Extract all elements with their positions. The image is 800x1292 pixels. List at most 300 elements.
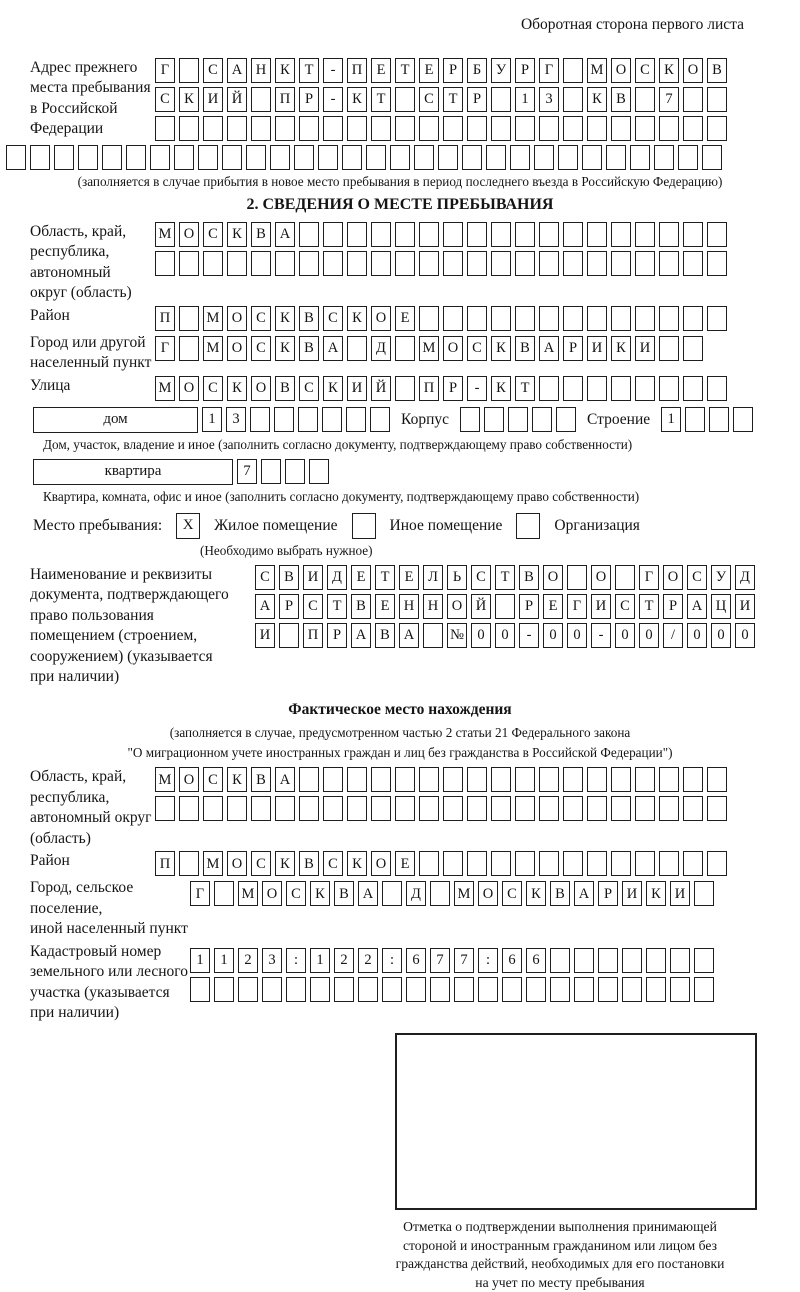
char-box xyxy=(395,251,415,276)
city-row xyxy=(155,336,703,361)
char-box xyxy=(430,977,450,1002)
char-box xyxy=(250,407,270,432)
char-box xyxy=(286,977,306,1002)
char-box: 0 xyxy=(711,623,731,648)
char-box xyxy=(635,767,655,792)
char-box: У xyxy=(491,58,511,83)
char-box: В xyxy=(275,376,295,401)
option-inoe-label: Иное помещение xyxy=(389,516,503,534)
char-box xyxy=(227,796,247,821)
char-box xyxy=(419,767,439,792)
char-box: В xyxy=(299,851,319,876)
char-box: И xyxy=(735,594,755,619)
char-box xyxy=(515,116,535,141)
char-box: М xyxy=(203,851,223,876)
street-label: Улица xyxy=(30,376,71,394)
char-box: У xyxy=(711,565,731,590)
char-box xyxy=(563,58,583,83)
char-box xyxy=(251,251,271,276)
char-box: Ц xyxy=(711,594,731,619)
char-box xyxy=(486,145,506,170)
char-box: Т xyxy=(515,376,535,401)
char-box: Д xyxy=(406,881,426,906)
char-box xyxy=(611,306,631,331)
char-box: Ь xyxy=(447,565,467,590)
char-box: К xyxy=(275,336,295,361)
char-box: В xyxy=(299,306,319,331)
char-box xyxy=(567,565,587,590)
char-box: А xyxy=(275,222,295,247)
apartment-row xyxy=(0,459,800,485)
char-box: Р xyxy=(519,594,539,619)
char-box: С xyxy=(203,222,223,247)
char-box xyxy=(659,116,679,141)
char-box xyxy=(615,565,635,590)
char-box xyxy=(611,116,631,141)
char-box xyxy=(707,87,727,112)
char-box xyxy=(707,306,727,331)
char-box xyxy=(508,407,528,432)
char-box: Р xyxy=(299,87,319,112)
char-box: О xyxy=(179,222,199,247)
char-box xyxy=(155,251,175,276)
char-box xyxy=(539,116,559,141)
char-box xyxy=(275,796,295,821)
char-box xyxy=(334,977,354,1002)
char-box xyxy=(563,222,583,247)
house-row xyxy=(0,407,800,433)
char-box xyxy=(587,222,607,247)
char-box xyxy=(526,977,546,1002)
char-box: С xyxy=(323,851,343,876)
char-box: М xyxy=(203,336,223,361)
char-box xyxy=(635,376,655,401)
char-box xyxy=(556,407,576,432)
char-box xyxy=(539,767,559,792)
al-region-label: Область, край, республика, автономный округ (область) xyxy=(30,768,152,847)
char-box xyxy=(587,796,607,821)
al-district-block xyxy=(0,851,800,876)
char-box: А xyxy=(539,336,559,361)
char-box: М xyxy=(155,376,175,401)
char-box: М xyxy=(454,881,474,906)
char-box: 6 xyxy=(502,948,522,973)
char-box: 7 xyxy=(237,459,257,484)
char-box: П xyxy=(155,851,175,876)
char-box xyxy=(179,58,199,83)
district-row xyxy=(155,306,727,331)
char-box xyxy=(683,251,703,276)
char-box: Д xyxy=(735,565,755,590)
char-box: К xyxy=(179,87,199,112)
char-box: С xyxy=(251,336,271,361)
char-box xyxy=(294,145,314,170)
char-box: Т xyxy=(375,565,395,590)
char-box xyxy=(222,145,242,170)
char-box xyxy=(611,376,631,401)
char-box xyxy=(694,977,714,1002)
char-box: 6 xyxy=(526,948,546,973)
char-box: Н xyxy=(251,58,271,83)
char-box: Е xyxy=(351,565,371,590)
char-box: Е xyxy=(419,58,439,83)
char-box xyxy=(155,796,175,821)
char-box xyxy=(419,796,439,821)
char-box xyxy=(323,767,343,792)
char-box xyxy=(438,145,458,170)
char-box: Г xyxy=(155,58,175,83)
char-box: Й xyxy=(371,376,391,401)
prev-address-label: Адрес прежнего места пребывания в Российской Федерации xyxy=(30,59,151,138)
char-box xyxy=(707,222,727,247)
char-box: Й xyxy=(471,594,491,619)
char-box: А xyxy=(227,58,247,83)
char-box: М xyxy=(587,58,607,83)
char-box xyxy=(515,222,535,247)
char-box xyxy=(534,145,554,170)
char-box: А xyxy=(574,881,594,906)
prev-address-row-4 xyxy=(0,145,800,170)
char-box xyxy=(670,977,690,1002)
al-city-row xyxy=(190,881,714,906)
char-box: Д xyxy=(371,336,391,361)
char-box xyxy=(707,796,727,821)
char-box xyxy=(261,459,281,484)
char-box: О xyxy=(371,851,391,876)
char-box xyxy=(622,977,642,1002)
char-box: И xyxy=(587,336,607,361)
char-box xyxy=(251,796,271,821)
char-box: К xyxy=(491,336,511,361)
char-box xyxy=(563,376,583,401)
char-box xyxy=(347,767,367,792)
char-box: Г xyxy=(539,58,559,83)
char-box xyxy=(262,977,282,1002)
char-box: Р xyxy=(663,594,683,619)
char-box xyxy=(395,116,415,141)
char-box xyxy=(611,851,631,876)
char-box: 3 xyxy=(262,948,282,973)
char-box: С xyxy=(251,851,271,876)
char-box: 0 xyxy=(639,623,659,648)
char-box xyxy=(155,116,175,141)
char-box xyxy=(467,116,487,141)
char-box: 3 xyxy=(226,407,246,432)
char-box: Е xyxy=(375,594,395,619)
char-box: В xyxy=(279,565,299,590)
char-box: О xyxy=(262,881,282,906)
char-box xyxy=(646,948,666,973)
char-box: П xyxy=(275,87,295,112)
char-box: А xyxy=(275,767,295,792)
char-box: Т xyxy=(395,58,415,83)
char-box: В xyxy=(251,767,271,792)
char-box xyxy=(587,116,607,141)
char-box xyxy=(539,222,559,247)
char-box: Т xyxy=(639,594,659,619)
char-box xyxy=(198,145,218,170)
char-box xyxy=(419,116,439,141)
char-box xyxy=(395,222,415,247)
checkbox-organizaciya xyxy=(516,513,540,539)
region-label: Область, край, республика, автономный округ (область) xyxy=(30,223,132,302)
char-box: Р xyxy=(443,58,463,83)
char-box: 0 xyxy=(567,623,587,648)
char-box xyxy=(179,251,199,276)
char-box xyxy=(611,251,631,276)
char-box: К xyxy=(611,336,631,361)
char-box xyxy=(467,851,487,876)
char-box xyxy=(659,376,679,401)
char-box: О xyxy=(179,376,199,401)
char-box xyxy=(251,116,271,141)
char-box xyxy=(419,306,439,331)
char-box: П xyxy=(419,376,439,401)
char-box xyxy=(309,459,329,484)
char-box: - xyxy=(519,623,539,648)
char-box xyxy=(659,796,679,821)
char-box: А xyxy=(687,594,707,619)
char-box xyxy=(371,222,391,247)
char-box: К xyxy=(526,881,546,906)
char-box xyxy=(462,145,482,170)
char-box: А xyxy=(351,623,371,648)
char-box xyxy=(563,851,583,876)
char-box xyxy=(454,977,474,1002)
char-box xyxy=(275,251,295,276)
char-box xyxy=(659,306,679,331)
street-block xyxy=(0,376,800,401)
char-box xyxy=(460,407,480,432)
char-box: С xyxy=(203,58,223,83)
al-city-block xyxy=(0,878,800,939)
char-box xyxy=(322,407,342,432)
char-box xyxy=(683,87,703,112)
char-box: О xyxy=(179,767,199,792)
char-box: В xyxy=(707,58,727,83)
char-box xyxy=(606,145,626,170)
char-box xyxy=(371,796,391,821)
cadastre-row-2 xyxy=(190,977,714,1002)
district-label: Район xyxy=(30,306,70,324)
char-box xyxy=(414,145,434,170)
al-city-label: Город, сельское поселение, иной населенный пункт xyxy=(30,879,188,938)
char-box xyxy=(598,948,618,973)
char-box xyxy=(574,977,594,1002)
char-box xyxy=(683,767,703,792)
char-box: М xyxy=(419,336,439,361)
char-box xyxy=(347,116,367,141)
char-box xyxy=(30,145,50,170)
char-box xyxy=(395,767,415,792)
char-box xyxy=(279,623,299,648)
char-box xyxy=(515,767,535,792)
char-box: О xyxy=(478,881,498,906)
char-box: 1 xyxy=(190,948,210,973)
char-box xyxy=(550,977,570,1002)
char-box xyxy=(563,116,583,141)
char-box xyxy=(6,145,26,170)
char-box xyxy=(214,881,234,906)
char-box xyxy=(515,251,535,276)
char-box xyxy=(702,145,722,170)
char-box: : xyxy=(286,948,306,973)
char-box: Й xyxy=(227,87,247,112)
region-row-2 xyxy=(155,251,727,276)
char-box: Р xyxy=(563,336,583,361)
char-box: В xyxy=(351,594,371,619)
korpus-row xyxy=(460,407,576,432)
actual-location-note-2: "О миграционном учете иностранных граждан и лиц без гражданства в Российской Федерации") xyxy=(127,745,673,761)
char-box xyxy=(467,251,487,276)
char-box xyxy=(430,881,450,906)
char-box xyxy=(54,145,74,170)
cadastre-row-1 xyxy=(190,948,714,973)
char-box xyxy=(443,251,463,276)
char-box: 7 xyxy=(659,87,679,112)
char-box: К xyxy=(275,306,295,331)
al-district-row xyxy=(155,851,727,876)
char-box xyxy=(510,145,530,170)
char-box xyxy=(467,796,487,821)
char-box xyxy=(539,796,559,821)
char-box: Т xyxy=(299,58,319,83)
char-box xyxy=(491,306,511,331)
document-row-2 xyxy=(255,594,755,619)
char-box xyxy=(587,376,607,401)
char-box: Д xyxy=(327,565,347,590)
char-box: / xyxy=(663,623,683,648)
char-box xyxy=(491,251,511,276)
char-box: С xyxy=(155,87,175,112)
prev-address-row-1 xyxy=(155,58,727,83)
char-box xyxy=(539,851,559,876)
char-box xyxy=(443,767,463,792)
char-box: К xyxy=(275,851,295,876)
char-box: Г xyxy=(190,881,210,906)
char-box: О xyxy=(227,851,247,876)
char-box xyxy=(563,87,583,112)
char-box xyxy=(563,796,583,821)
char-box xyxy=(659,251,679,276)
char-box xyxy=(323,251,343,276)
char-box xyxy=(635,87,655,112)
char-box: К xyxy=(275,58,295,83)
char-box: К xyxy=(227,767,247,792)
char-box xyxy=(299,116,319,141)
char-box: 1 xyxy=(202,407,222,432)
char-box: М xyxy=(155,222,175,247)
char-box xyxy=(635,851,655,876)
char-box xyxy=(478,977,498,1002)
char-box xyxy=(443,796,463,821)
char-box: Т xyxy=(495,565,515,590)
char-box xyxy=(587,306,607,331)
char-box xyxy=(539,376,559,401)
stroenie-row xyxy=(661,407,753,432)
prev-address-row-2 xyxy=(155,87,727,112)
char-box xyxy=(683,336,703,361)
char-box xyxy=(179,336,199,361)
char-box: О xyxy=(371,306,391,331)
char-box xyxy=(299,222,319,247)
char-box: 0 xyxy=(735,623,755,648)
char-box xyxy=(683,116,703,141)
char-box xyxy=(630,145,650,170)
char-box: С xyxy=(323,306,343,331)
char-box: С xyxy=(299,376,319,401)
char-box: - xyxy=(323,58,343,83)
char-box: В xyxy=(334,881,354,906)
street-row xyxy=(155,376,727,401)
char-box xyxy=(683,222,703,247)
char-box: Т xyxy=(327,594,347,619)
char-box xyxy=(683,851,703,876)
char-box: 2 xyxy=(358,948,378,973)
char-box xyxy=(443,116,463,141)
char-box: С xyxy=(467,336,487,361)
char-box xyxy=(707,116,727,141)
char-box: 2 xyxy=(238,948,258,973)
char-box xyxy=(443,222,463,247)
char-box xyxy=(251,87,271,112)
char-box: С xyxy=(286,881,306,906)
char-box: М xyxy=(203,306,223,331)
char-box xyxy=(174,145,194,170)
char-box xyxy=(246,145,266,170)
char-box: 1 xyxy=(515,87,535,112)
char-box xyxy=(467,222,487,247)
document-row-3 xyxy=(255,623,755,648)
char-box xyxy=(371,116,391,141)
char-box: С xyxy=(251,306,271,331)
char-box: К xyxy=(646,881,666,906)
char-box xyxy=(366,145,386,170)
char-box: С xyxy=(635,58,655,83)
char-box xyxy=(285,459,305,484)
char-box xyxy=(563,306,583,331)
char-box: 3 xyxy=(539,87,559,112)
char-box xyxy=(558,145,578,170)
prev-address-block xyxy=(0,58,800,141)
char-box xyxy=(635,251,655,276)
char-box: С xyxy=(687,565,707,590)
char-box: О xyxy=(543,565,563,590)
char-box xyxy=(563,767,583,792)
char-box: М xyxy=(155,767,175,792)
char-box xyxy=(467,306,487,331)
char-box xyxy=(659,767,679,792)
char-box xyxy=(515,851,535,876)
char-box xyxy=(214,977,234,1002)
house-type-cell: дом xyxy=(33,407,198,433)
char-box: Р xyxy=(327,623,347,648)
prev-address-row-3 xyxy=(155,116,727,141)
al-region-row-2 xyxy=(155,796,727,821)
char-box xyxy=(190,977,210,1002)
actual-location-title: Фактическое место нахождения xyxy=(288,701,512,719)
region-row-1 xyxy=(155,222,727,247)
char-box: О xyxy=(663,565,683,590)
prev-address-note: (заполняется в случае прибытия в новое место пребывания в период последнего въезда в Российскую Федерацию) xyxy=(77,174,723,189)
char-box: И xyxy=(670,881,690,906)
char-box: : xyxy=(478,948,498,973)
char-box xyxy=(587,851,607,876)
char-box xyxy=(371,767,391,792)
char-box xyxy=(323,222,343,247)
char-box: И xyxy=(255,623,275,648)
char-box: Т xyxy=(371,87,391,112)
